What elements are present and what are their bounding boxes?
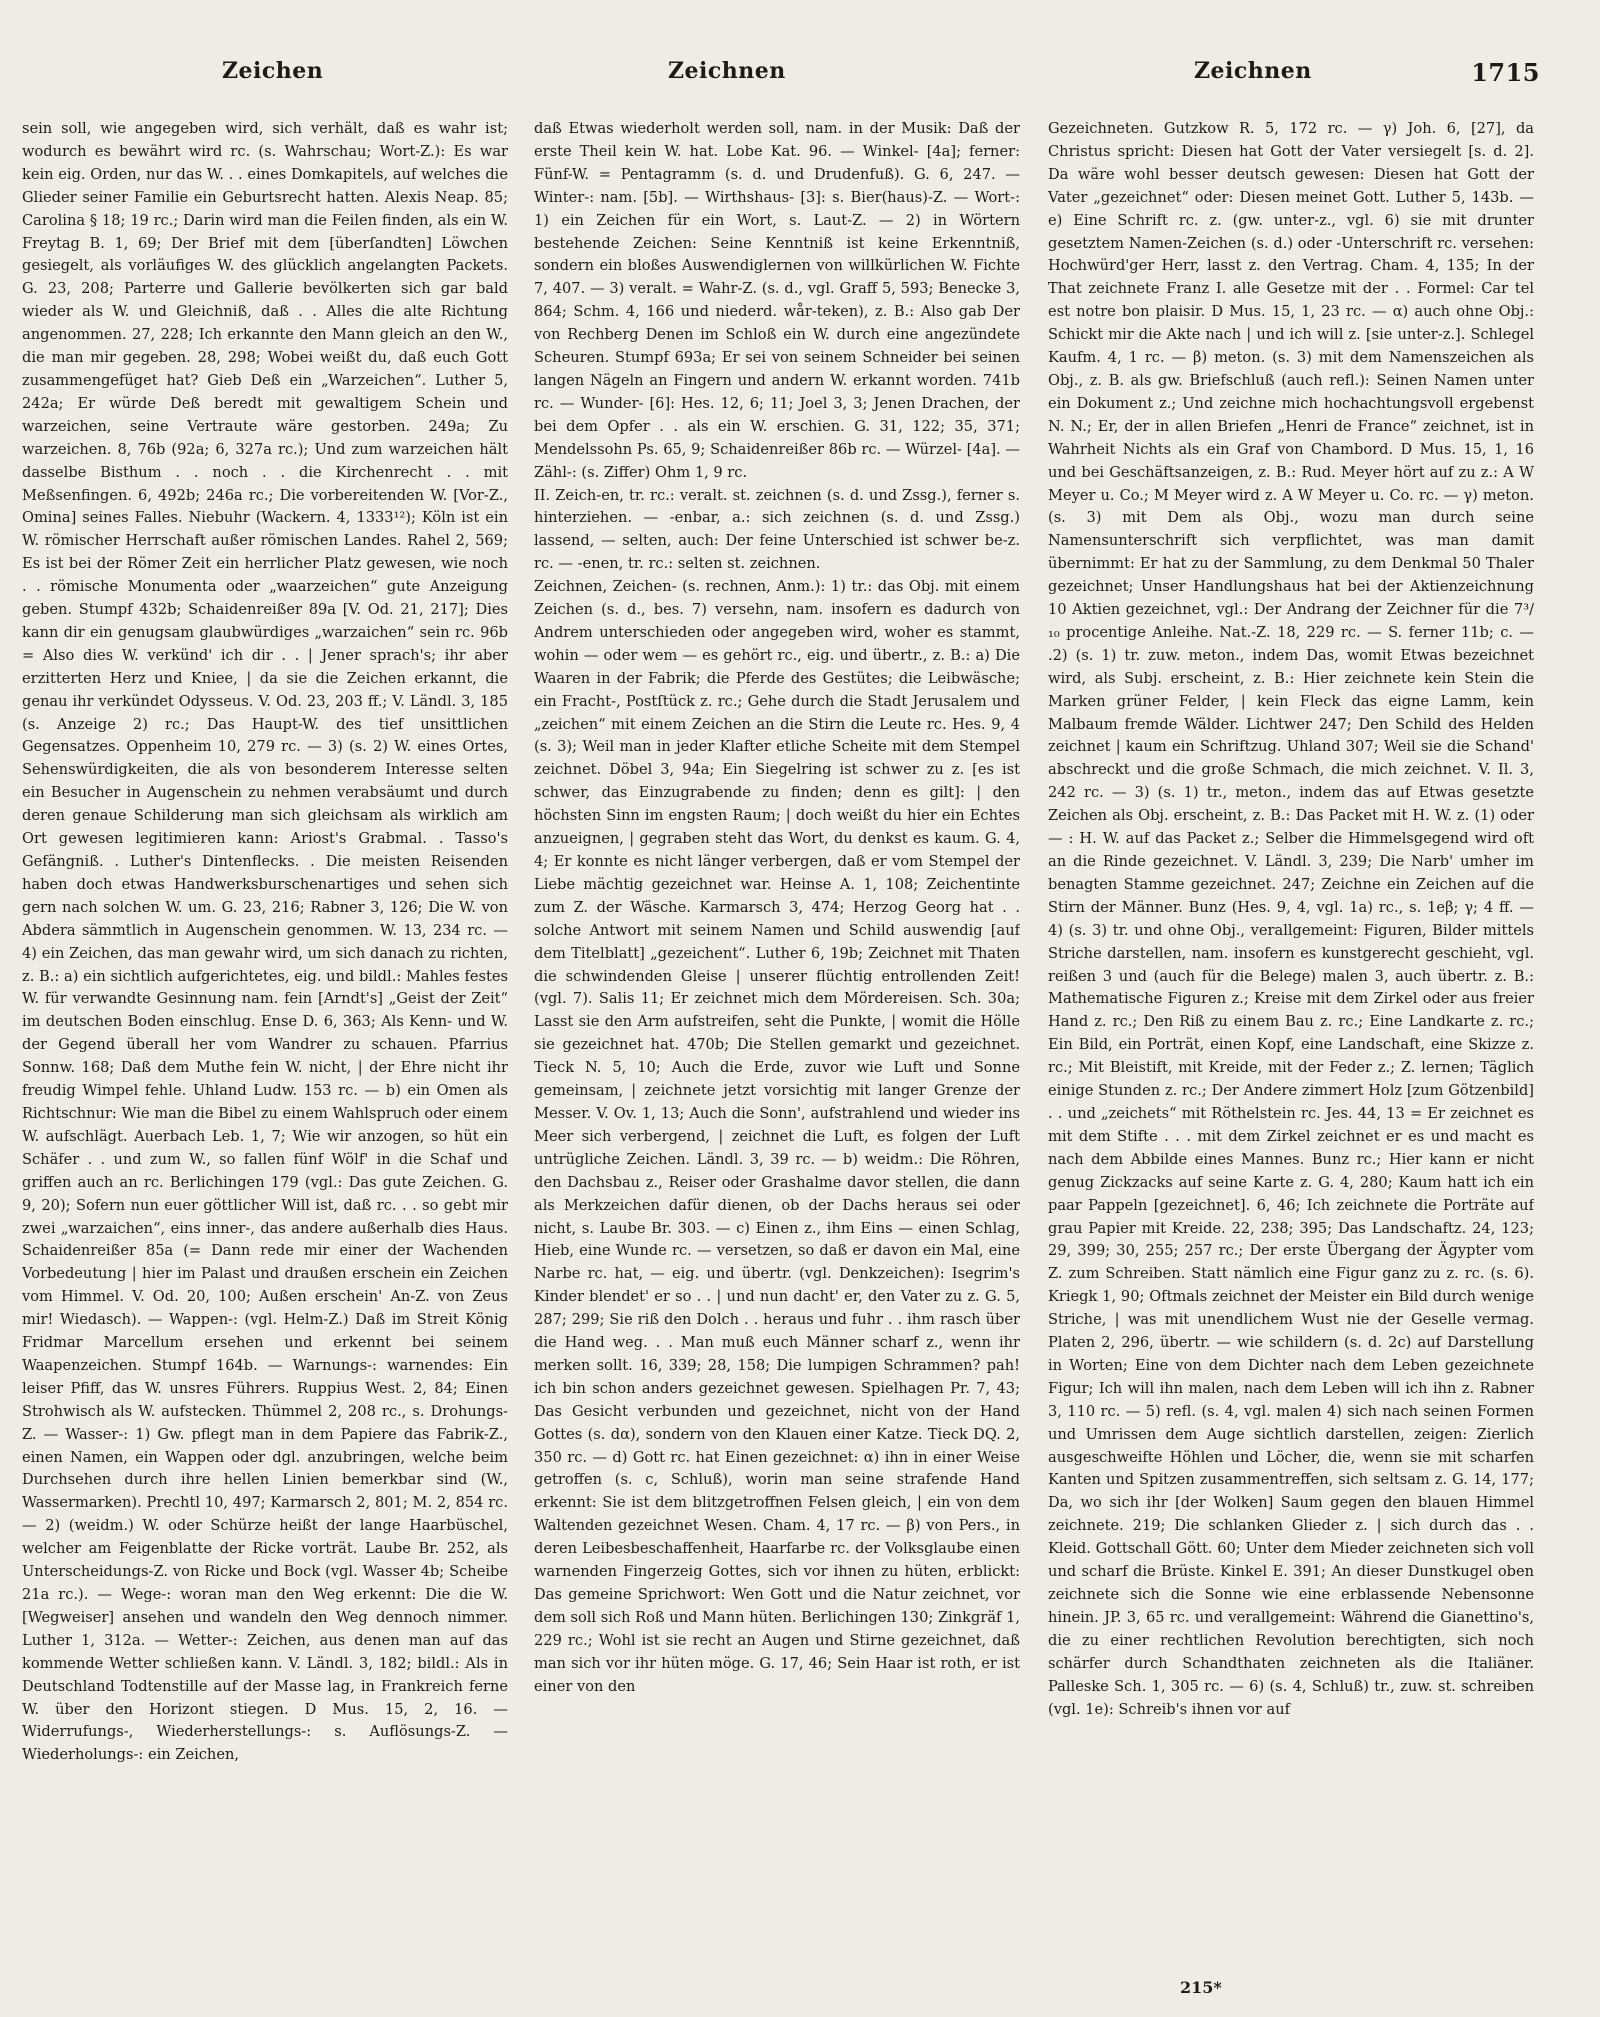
- column-2-entry-1: daß Etwas wiederholt werden soll, nam. in der Musik: Daß der erste Theil kein W. hat. Lobe Kat. 96. — Winkel- [4a]; ferner: Fünf-W. = Pentagramm (s. d. und Drudenfuß). G. 6, 247. — Winter-: nam. [5b]. — Wirthshaus- [3]: s. Bier(haus)-Z. — Wort-: 1) ein Zeichen für ein Wort, s. Laut-Z. — 2) in Wörtern bestehende Zeichen: Seine Kenntniß ist keine Erkenntniß, sondern ein bloßes Auswendiglernen von willkürlichen W. Fichte 7, 407. — 3) veralt. = Wahr-Z. (s. d., vgl. Graff 5, 593; Benecke 3, 864; Schm. 4, 166 und niederd. wår-teken), z. B.: Also gab Der von Rechberg Denen im Schloß ein W. durch eine angezündete Scheuren. Stumpf 693a; Er sei von seinem Schneider bei seinen langen Nägeln an Fingern und andern W. erkannt worden. 741b rc. — Wunder- [6]: Hes. 12, 6; 11; Joel 3, 3; Jenen Drachen, der bei dem Opfer . . als ein W. erschien. G. 31, 122; 35, 371; Mendelssohn Ps. 65, 9; Schaidenreißer 86b rc. — Würzel- [4a]. — Zähl-: (s. Ziffer) Ohm 1, 9 rc.: [534, 120, 1020, 481]
- column-2-entry-zeichnen: Zeichnen, Zeichen- (s. rechnen, Anm.): 1) tr.: das Obj. mit einem Zeichen (s. d., bes. 7) versehn, nam. insofern es dadurch von Andrem unterschieden oder angegeben wird, woher es stammt, wohin — oder wem — es gehört rc., eig. und übertr., z. B.: a) Die Waaren in der Fabrik; die Pferde des Gestütes; die Leibwäsche; ein Fracht-, Postſtück z. rc.; Gehe durch die Stadt Jerusalem und „zeichen“ mit einem Zeichen an die Stirn die Leute rc. Hes. 9, 4 (s. 3); Weil man in jeder Klafter etliche Scheite mit dem Stempel zeichnet. Döbel 3, 94a; Ein Siegelring ist schwer zu z. [es ist schwer, das Einzugrabende zu finden; denn es gilt]: | den höchsten Sinn im engsten Raum; | doch weißt du hier ein Echtes anzueignen, | gegraben steht das Wort, du denkst es kaum. G. 4, 4; Er konnte es nicht länger verbergen, daß er vom Stempel der Liebe mächtig gezeichnet war. Heinse A. 1, 108; Zeichentinte zum Z. der Wäsche. Karmarsch 3, 474; Herzog Georg hat . . solche Antwort mit seinem Namen und Schild auswendig [auf dem Titelblatt] „gezeichent“. Luther 6, 19b; Zeichnet mit Thaten die schwindenden Gleise | unserer flüchtig entrollenden Zeit! (vgl. 7). Salis 11; Er zeichnet mich dem Mördereisen. Sch. 30a; Lasst sie den Arm aufstreifen, seht die Punkte, | womit die Hölle sie gezeichnet hat. 470b; Die Stellen gemarkt und gezeichnet. Tieck N. 5, 10; Auch die Erde, zuvor wie Luft und Sonne gemeinsam, | zeichnete jetzt vorsichtig mit langer Grenze der Messer. V. Ov. 1, 13; Auch die Sonn', aufstrahlend und wieder ins Meer sich verbergend, | zeichnet die Luft, es folgen der Luft untrügliche Zeichen. Ländl. 3, 39 rc. — b) weidm.: Die Röhren, den Dachsbau z., Reiser oder Grashalme davor stellen, die dann als Merkzeichen dafür dienen, ob der Dachs heraus sei oder nicht, s. Laube Br. 303. — c) Einen z., ihm Eins — einen Schlag, Hieb, eine Wunde rc. — versetzen, so daß er davon ein Mal, eine Narbe rc. hat, — eig. und übertr. (vgl. Denkzeichen): Isegrim's Kinder blendet' er so . . | und nun dacht' er, den Vater zu z. G. 5, 287; 299; Sie riß den Dolch . . heraus und fuhr . . ihm rasch über die Hand weg. . . Man muß euch Männer scharf z., wenn ihr merken sollt. 16, 339; 28, 158; Die lumpigen Schrammen? pah! ich bin schon anders gezeichnet gewesen. Spielhagen Pr. 7, 43; Das Gesicht verbunden und gezeichnet, nicht von der Hand Gottes (s. dα), sondern von den Klauen einer Katze. Tieck DQ. 2, 350 rc. — d) Gott rc. hat Einen gezeichnet: α) ihn in einer Weise getroffen (s. c, Schluß), worin man seine strafende Hand erkennt: Sie ist dem blitzgetroffnen Felsen gleich, | ein von dem Waltenden gezeichnet Wesen. Cham. 4, 17 rc. — β) von Pers., in deren Leibesbeschaffenheit, Haarfarbe rc. der Volksglaube einen warnenden Fingerzeig Gottes, sich vor ihnen zu hüten, erblickt: Das gemeine Sprichwort: Wen Gott und die Natur zeichnet, vor dem soll sich Roß und Mann hüten. Berlichingen 130; Zinkgräf 1, 229 rc.; Wohl ist sie recht an Augen und Stirne gezeichnet, daß man sich vor ihr hüten möge. G. 17, 46; Sein Haar ist roth, er ist einer von den: [534, 578, 1020, 1695]
- text-column-3: [1048, 118, 1534, 1958]
- running-head: [222, 58, 1540, 98]
- text-column-1: [22, 118, 508, 1958]
- column-1-text: sein soll, wie angegeben wird, sich verhält, daß es wahr ist; wodurch es bewährt wird rc. (s. Wahrschau; Wort-Z.): Es war kein eig. Orden, nur das W. . . eines Domkapitels, auf welches die Glieder seiner Familie ein Geburtsrecht hatten. Alexis Neap. 85; Carolina § 18; 19 rc.; Darin wird man die Feilen finden, als ein W. Freytag B. 1, 69; Der Brief mit dem [überſandten] Löwchen gesiegelt, als vorläufiges W. des glücklich angelangten Packets. G. 23, 208; Parterre und Gallerie bevölkerten sich gar bald wieder als W. und Gleichniß, daß . . Alles die alte Richtung angenommen. 27, 228; Ich erkannte den Mann gleich an den W., die man mir gegeben. 28, 298; Wobei weißt du, daß euch Gott zusammengefüget hat? Gieb Deß ein „Warzeichen“. Luther 5, 242a; Er würde Deß beredt mit gewaltigem Schein und warzeichen, seine Vertraute wäre gestorben. 249a; Zu warzeichen. 8, 76b (92a; 6, 327a rc.); Und zum warzeichen hält dasselbe Bisthum . . noch . . die Kirchenrecht . . mit Meßsenfingen. 6, 492b; 246a rc.; Die vorbereitenden W. [Vor-Z., Omina] seines Falles. Niebuhr (Wackern. 4, 1333¹²); Köln ist ein W. römischer Herrschaft außer römischen Landes. Rahel 2, 569; Es ist bei der Römer Zeit ein herrlicher Platz gewesen, wie noch . . römische Monumenta oder „waarzeichen“ gute Anzeigung geben. Stumpf 432b; Schaidenreißer 89a [V. Od. 21, 217]; Dies kann dir ein genugsam glaubwürdiges „warzaichen“ sein rc. 96b = Also dies W. verkünd' ich dir . . | Jener sprach's; ihr aber erzitterten Herz und Kniee, | da sie die Zeichen erkannt, die genau ihr verkündet Odysseus. V. Od. 23, 203 ff.; V. Ländl. 3, 185 (s. Anzeige 2) rc.; Das Haupt-W. des tief unsittlichen Gegensatzes. Oppenheim 10, 279 rc. — 3) (s. 2) W. eines Ortes, Sehenswürdigkeiten, die als von besonderem Interesse selten ein Besucher in Augenschein zu nehmen verabsäumt und durch deren genaue Schilderung man sich gleichsam als wirklich am Ort gewesen legitimieren kann: Ariost's Grabmal. . Tasso's Gefängniß. . Luther's Dintenflecks. . Die meisten Reisenden haben doch etwas Handwerksburschenartiges und sehen sich gern nach solchen W. um. G. 23, 216; Rabner 3, 126; Die W. von Abdera sämmtlich in Augenschein genommen. W. 13, 234 rc. — 4) ein Zeichen, das man gewahr wird, um sich danach zu richten, z. B.: a) ein sichtlich aufgerichtetes, eig. und bildl.: Mahles festes W. für verwandte Gesinnung nam. fein [Arndt's] „Geist der Zeit“ im deutschen Boden einschlug. Ense D. 6, 363; Als Kenn- und W. der Gegend überall her vom Wandrer zu schauen. Pfarrius Sonnw. 168; Daß dem Muthe fein W. nicht, | der Ehre nicht ihr freudig Wimpel fehle. Uhland Ludw. 153 rc. — b) ein Omen als Richtschnur: Wie man die Bibel zu einem Wahlspruch oder einem W. aufschlägt. Auerbach Leb. 1, 7; Wie wir anzogen, so hüt ein Schäfer . . und zum W., so fallen fünf Wölf' in die Schaf und griffen auch an rc. Berlichingen 179 (vgl.: Das gute Zeichen. G. 9, 20); Sofern nun euer göttlicher Will ist, daß rc. . . so gebt mir zwei „warzaichen“, eins inner-, das andere außerhalb dies Haus. Schaidenreißer 85a (= Dann rede mir einer der Wachenden Vorbedeutung | hier im Palast und draußen erschein ein Zeichen vom Himmel. V. Od. 20, 100; Außen erschein' An-Z. von Zeus mir! Wiedasch). — Wappen-: (vgl. Helm-Z.) Daß im Streit König Fridmar Marcellum ersehen und erkennt bei seinem Waapenzeichen. Stumpf 164b. — Warnungs-: warnendes: Ein leiser Pfiff, das W. unsres Führers. Ruppius West. 2, 84; Einen Strohwisch als W. aufstecken. Thümmel 2, 208 rc., s. Drohungs-Z. — Wasser-: 1) Gw. pflegt man in dem Papiere das Fabrik-Z., einen Namen, ein Wappen oder dgl. anzubringen, welche beim Durchsehen durch ihre hellen Linien bemerkbar sind (W., Wassermarken). Prechtl 10, 497; Karmarsch 2, 801; M. 2, 854 rc. — 2) (weidm.) W. oder Schürze heißt der lange Haarbüschel, welcher am Feigenblatte der Ricke vorträt. Laube Br. 252, als Unterscheidungs-Z. von Ricke und Bock (vgl. Wasser 4b; Scheibe 21a rc.). — Wege-: woran man den Weg erkennt: Die die W. [Wegweiser] ansehen und wandeln den Weg dennoch nimmer. Luther 1, 312a. — Wetter-: Zeichen, aus denen man auf das kommende Wetter schließen kann. V. Ländl. 3, 182; bildl.: Als in Deutschland Todtenstille auf der Masse lag, in Frankreich ferne W. über den Horizont stiegen. D Mus. 15, 2, 16. — Widerrufungs-, Wiederherstellungs-: s. Auflösungs-Z. — Wiederholungs-: ein Zeichen,: [22, 120, 508, 1764]
- page-number: 1715: [1471, 58, 1540, 87]
- running-head-right: Zeichnen: [1194, 58, 1312, 84]
- running-head-left: Zeichen: [222, 58, 324, 84]
- text-column-2: [534, 118, 1020, 1958]
- running-head-center: Zeichnen: [668, 58, 786, 84]
- signature-mark: 215*: [1180, 1978, 1222, 1997]
- column-2-entry-2: II. Zeich-en, tr. rc.: veralt. st. zeichnen (s. d. und Zssg.), ferner s. hinterziehen. — -enbar, a.: sich zeichnen (s. d. und Zssg.) lassend, — selten, auch: Der feine Unterschied ist schwer be-z. rc. — -enen, tr. rc.: selten st. zeichnen.: [534, 486, 1020, 573]
- column-3-text: Gezeichneten. Gutzkow R. 5, 172 rc. — γ) Joh. 6, [27], da Christus spricht: Diesen hat Gott der Vater versiegelt [s. d. 2]. Da wäre wohl besser deutsch gewesen: Diesen hat Gott der Vater „gezeichnet“ oder: Diesen meinet Gott. Luther 5, 143b. — e) Eine Schrift rc. z. (gw. unter-z., vgl. 6) sie mit drunter gesetztem Namen-Zeichen (s. d.) oder -Unterschrift rc. versehen: Hochwürd'ger Herr, lasst z. den Vertrag. Cham. 4, 135; In der That zeichnete Franz I. alle Gesetze mit der . . Formel: Car tel est notre bon plaisir. D Mus. 15, 1, 23 rc. — α) auch ohne Obj.: Schickt mir die Akte nach | und ich will z. [sie unter-z.]. Schlegel Kaufm. 4, 1 rc. — β) meton. (s. 3) mit dem Namenszeichen als Obj., z. B. als gw. Briefschluß (auch refl.): Seinen Namen unter ein Dokument z.; Und zeichne mich hochachtungsvoll ergebenst N. N.; Er, der in allen Briefen „Henri de France“ zeichnet, ist in Wahrheit Nichts als ein Graf von Chambord. D Mus. 15, 1, 16 und bei Geschäftsanzeigen, z. B.: Rud. Meyer hört auf zu z.: A W Meyer u. Co.; M Meyer wird z. A W Meyer u. Co. rc. — γ) meton. (s. 3) mit Dem als Obj., wozu man durch seine Namensunterschrift sich verpflichtet, was man damit übernimmt: Er hat zu der Sammlung, zu dem Denkmal 50 Thaler gezeichnet; Unser Handlungshaus hat bei der Aktienzeichnung 10 Aktien gezeichnet, vgl.: Der Andrang der Zeichner für die 7³/₁₀ procentige Anleihe. Nat.-Z. 18, 229 rc. — S. ferner 11b; c. — .2) (s. 1) tr. zuw. meton., indem Das, womit Etwas bezeichnet wird, als Subj. erscheint, z. B.: Hier zeichnete kein Stein die Marken grüner Felder, | kein Fleck das eigne Lamm, kein Malbaum fremde Wälder. Lichtwer 247; Den Schild des Helden zeichnet | kaum ein Schriftzug. Uhland 307; Weil sie die Schand' abschreckt und die große Schmach, die mich zeichnet. V. Il. 3, 242 rc. — 3) (s. 1) tr., meton., indem das auf Etwas gesetzte Zeichen als Obj. erscheint, z. B.: Das Packet mit H. W. z. (1) oder — : H. W. auf das Packet z.; Selber die Himmelsgegend wird oft an die Rinde gezeichnet. V. Ländl. 3, 239; Die Narb' umher im benagten Stamme gezeichnet. 247; Zeichne ein Zeichen auf die Stirn der Männer. Bunz (Hes. 9, 4, vgl. 1a) rc., s. 1eβ; γ; 4 ff. — 4) (s. 3) tr. und ohne Obj., verallgemeint: Figuren, Bilder mittels Striche darstellen, nam. insofern es kunstgerecht geschieht, vgl. reißen 3 und (auch für die Belege) malen 3, auch übertr. z. B.: Mathematische Figuren z.; Kreise mit dem Zirkel oder aus freier Hand z. rc.; Den Riß zu einem Bau z. rc.; Eine Landkarte z. rc.; Ein Bild, ein Porträt, einen Kopf, eine Landschaft, eine Skizze z. rc.; Mit Bleistift, mit Kreide, mit der Feder z.; Z. lernen; Täglich einige Stunden z. rc.; Der Andere zimmert Holz [zum Götzenbild] . . und „zeichets“ mit Röthelstein rc. Jes. 44, 13 = Er zeichnet es mit dem Stifte . . . mit dem Zirkel zeichnet er es und macht es nach dem Abbilde eines Mannes. Bunz rc.; Hier kann er nicht genug Zickzacks auf seine Karte z. G. 4, 280; Kaum hatt ich ein paar Pappeln [gezeichnet]. 6, 46; Ich zeichnete die Porträte auf grau Papier mit Kreide. 22, 238; 395; Das Landschaftz. 24, 123; 29, 399; 30, 255; 257 rc.; Der erste Übergang der Ägypter vom Z. zum Schreiben. Statt nämlich eine Figur ganz zu z. rc. (s. 6). Kriegk 1, 90; Oftmals zeichnet der Meister ein Bild durch wenige Striche, | was mit unendlichem Wust nie der Geselle vermag. Platen 2, 296, übertr. — wie schildern (s. d. 2c) auf Darstellung in Worten; Eine von dem Dichter nach dem Leben gezeichnete Figur; Ich will ihn malen, nach dem Leben will ich ihn z. Rabner 3, 110 rc. — 5) refl. (s. 4, vgl. malen 4) sich nach seinen Formen und Umrissen dem Auge sichtlich darstellen, zeigen: Zierlich ausgeschweifte Höhlen und Löcher, die, wenn sie mit scharfen Kanten und Spitzen zusammentreffen, sich seltsam z. G. 14, 177; Da, wo sich ihr [der Wolken] Saum gegen den blauen Himmel zeichnete. 219; Die schlanken Glieder z. | sich durch das . . Kleid. Gottschall Gött. 60; Unter dem Mieder zeichneten sich voll und scharf die Brüste. Kinkel E. 391; An dieser Dunstkugel oben zeichnete sich die Sonne wie eine erblassende Nebensonne hinein. JP. 3, 65 rc. und verallgemeint: Während die Gianettino's, die zu einer rechtlichen Revolution berechtigten, sich noch schärfer durch Schandthaten zeichneten als die Italiäner. Palleske Sch. 1, 305 rc. — 6) (s. 4, Schluß) tr., zuw. st. schreiben (vgl. 1e): Schreib's ihnen vor auf: [1048, 120, 1534, 1718]
